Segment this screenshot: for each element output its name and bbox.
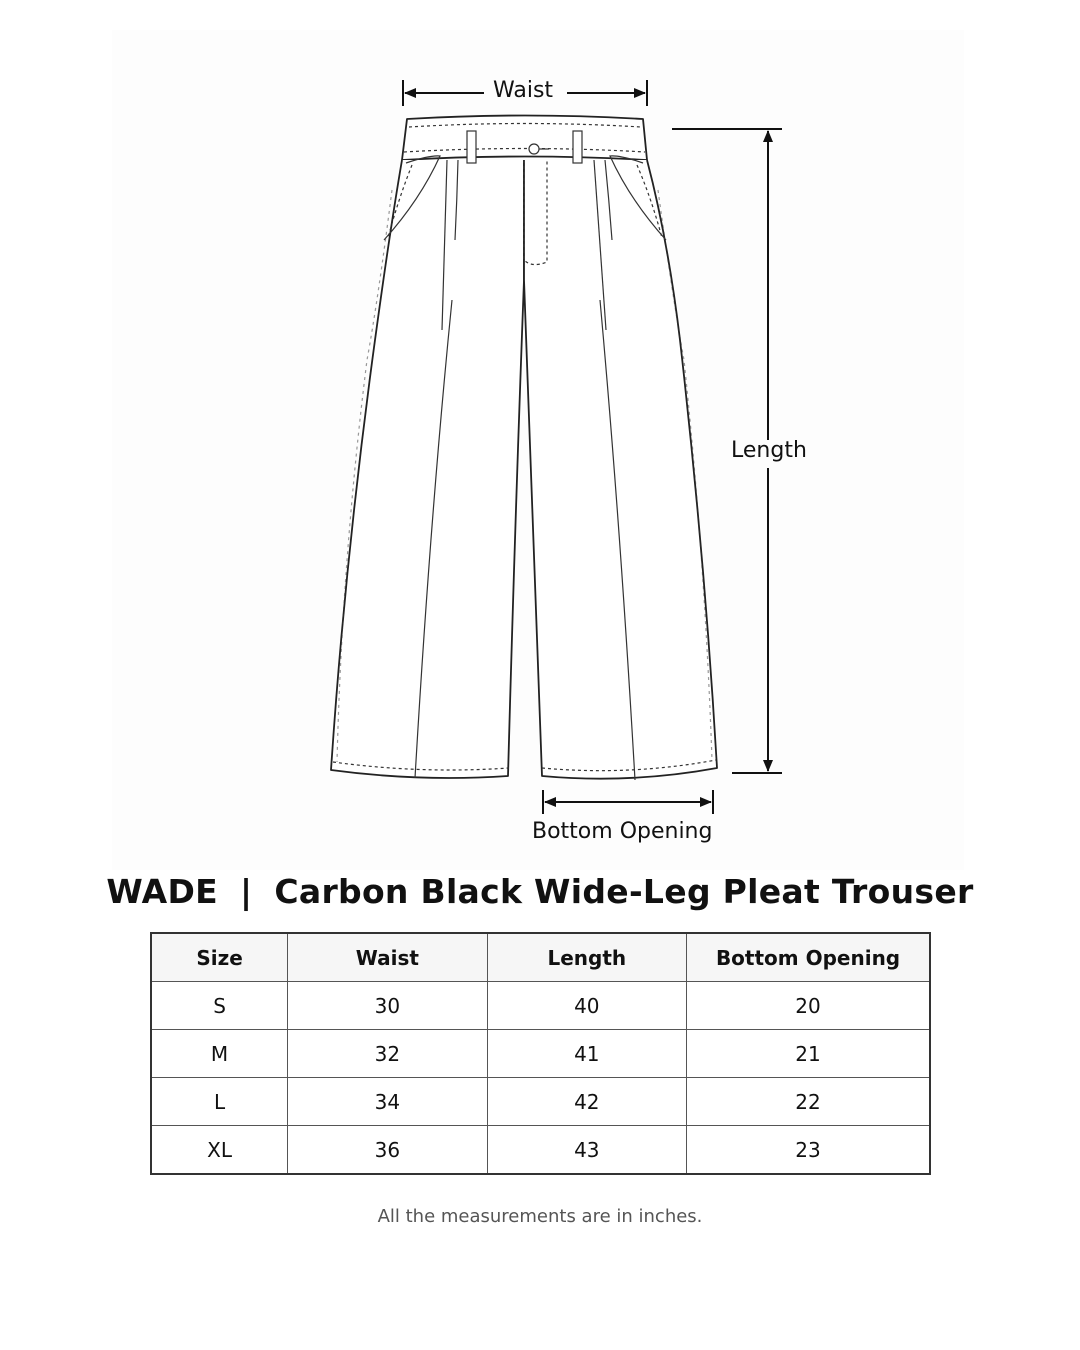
- cell-waist: 36: [288, 1126, 487, 1175]
- measurement-note: All the measurements are in inches.: [377, 1206, 703, 1227]
- cell-size: S: [151, 982, 288, 1030]
- cell-bottom-opening: 23: [687, 1126, 930, 1175]
- title-separator: |: [240, 872, 253, 911]
- cell-bottom-opening: 20: [687, 982, 930, 1030]
- cell-length: 41: [487, 1030, 687, 1078]
- cell-length: 40: [487, 982, 687, 1030]
- table-row: [151, 1030, 930, 1078]
- cell-size: M: [151, 1030, 288, 1078]
- cell-waist: 34: [288, 1078, 487, 1126]
- table-header-row: [151, 933, 930, 982]
- table-row: [151, 1078, 930, 1126]
- cell-waist: 32: [288, 1030, 487, 1078]
- bottom-opening-label: Bottom Opening: [532, 819, 713, 844]
- cell-length: 42: [487, 1078, 687, 1126]
- brand-name: WADE: [106, 872, 218, 911]
- cell-length: 43: [487, 1126, 687, 1175]
- header-length: Length: [487, 933, 687, 982]
- header-size: Size: [151, 933, 288, 982]
- cell-bottom-opening: 21: [687, 1030, 930, 1078]
- size-chart-table: [150, 932, 931, 1175]
- waist-label: Waist: [493, 78, 554, 103]
- cell-size: XL: [151, 1126, 288, 1175]
- product-title: [0, 872, 1080, 911]
- length-label: Length: [731, 438, 807, 463]
- bottom-opening-dimension: [543, 790, 713, 814]
- table-row: [151, 982, 930, 1030]
- header-waist: Waist: [288, 933, 487, 982]
- cell-waist: 30: [288, 982, 487, 1030]
- header-bottom-opening: Bottom Opening: [687, 933, 930, 982]
- cell-size: L: [151, 1078, 288, 1126]
- product-name: Carbon Black Wide-Leg Pleat Trouser: [274, 872, 974, 911]
- cell-bottom-opening: 22: [687, 1078, 930, 1126]
- table-row: [151, 1126, 930, 1175]
